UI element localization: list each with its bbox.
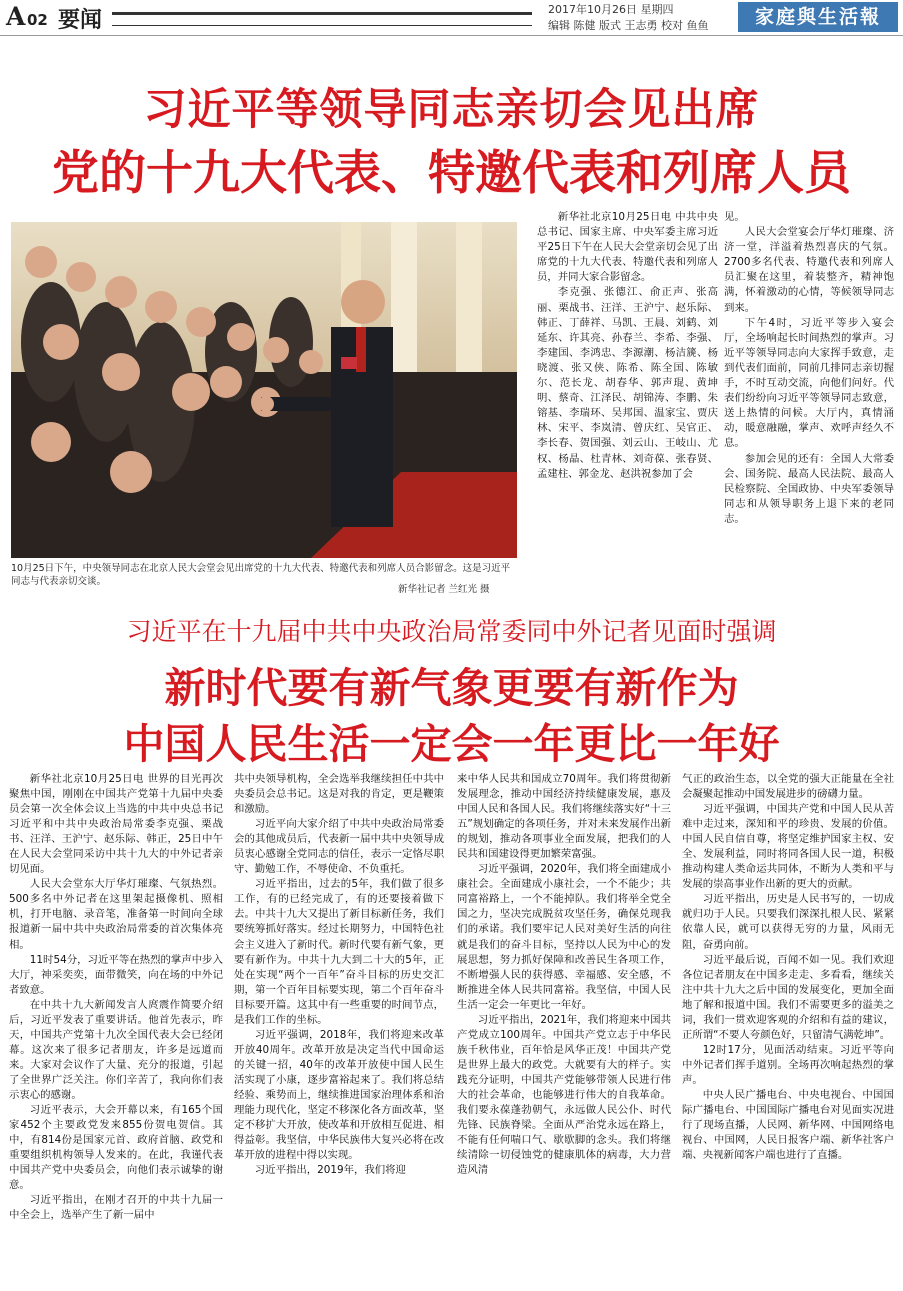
paragraph: 习近平强调，2018年，我们将迎来改革开放40周年。改革开放是决定当代中国命运的关键一招，40年的改革开放使中国人民生活实现了小康，逐步富裕起来了。我们将总结经验、乘势而上，继续推进国家治理体系和治理能力现代化，坚定不移深化各方面改革，坚定不移扩大开放，使改革和开放相互促进、相得益彰。我坚信，中华民族伟大复兴必将在改革开放的进程中得以实现。 (234, 1028, 444, 1162)
headline-2-line-2: 中国人民生活一定会一年更比一年好 (123, 720, 780, 768)
paragraph: 习近平指出，在刚才召开的中共十九届一中全会上，选举产生了新一届中 (9, 1194, 223, 1222)
paragraph: 李克强、张德江、俞正声、张高丽、栗战书、汪洋、王沪宁、赵乐际、韩正、丁薛祥、马凯、王晨、刘鹤、刘延东、许其亮、孙春兰、李希、李强、李建国、李鸿忠、李源潮、杨洁篪、杨晓渡、张又侠、陈希、陈全国、陈敏尔、范长龙、胡春华、郭声琨、黄坤明、蔡奇、江泽民、胡锦涛、李鹏、朱镕基、李瑞环、吴邦国、温家宝、贾庆林、宋平、李岚清、曾庆红、吴官正、李长春、贺国强、刘云山、王岐山、尤权、杨晶、杜青林、刘奇葆、张春贤、孟建柱、郭金龙、赵洪祝参加了会 (537, 286, 718, 480)
paragraph: 习近平指出，2021年，我们将迎来中国共产党成立100周年。中国共产党立志于中华民族千秋伟业，百年恰是风华正茂！中国共产党是世界上最大的政党。大就要有大的样子。实践充分证明，中国共产党能够带领人民进行伟大的社会革命，也能够进行伟大的自我革命。我们要永葆蓬勃朝气，永远做人民公仆、时代先锋、民族脊梁。全面从严治党永远在路上，不能有任何喘口气、歇歇脚的念头。我们将继续清除一切侵蚀党的健康肌体的病毒，大力营造风清 (457, 1013, 671, 1177)
photo-caption: 10月25日下午，中央领导同志在北京人民大会堂会见出席党的十九大代表、特邀代表和列席人员合影留念。这是习近平同志与代表亲切交谈。 (11, 563, 511, 587)
headline-2-line-1: 新时代要有新气象更要有新作为 (164, 664, 739, 712)
paragraph: 人民大会堂宴会厅华灯璀璨、济济一堂，洋溢着热烈喜庆的气氛。2700多名代表、特邀代表和列席人员汇聚在这里，着装整齐，精神饱满，怀着激动的心情，等候领导同志到来。 (724, 226, 894, 314)
photo-credit: 新华社记者 兰红光 摄 (398, 584, 490, 595)
paragraph: 习近平向大家介绍了中共中央政治局常委会的其他成员后，代表新一届中共中央领导成员衷心感谢全党同志的信任，表示一定恪尽职守、勤勉工作，不辱使命、不负重托。 (234, 818, 444, 876)
story1-column-2 (724, 210, 894, 527)
paragraph: 来中华人民共和国成立70周年。我们将贯彻新发展理念，推动中国经济持续健康发展，惠及中国人民和各国人民。我们将继续落实好“十三五”规划确定的各项任务，并对未来发展作出新的规划，推动各项事业全面发展，把我们的人民共和国建设得更加繁荣富强。 (457, 773, 671, 861)
paragraph: 见。 (724, 211, 745, 223)
paragraph: 习近平指出，历史是人民书写的，一切成就归功于人民。只要我们深深扎根人民、紧紧依靠人民，就可以获得无穷的力量，风雨无阻，奋勇向前。 (682, 893, 894, 951)
headline-1-line-2: 党的十九大代表、特邀代表和列席人员 (52, 146, 851, 201)
paragraph: 习近平强调，中国共产党和中国人民从苦难中走过来，深知和平的珍贵、发展的价值。中国人民自信自尊，将坚定维护国家主权、安全、发展利益，同时将同各国人民一道，积极推动构建人类命运共同体，不断为人类和平与发展的崇高事业作出新的更大的贡献。 (682, 803, 894, 891)
page-header (0, 0, 903, 34)
header-rule (112, 12, 532, 26)
story2-kicker: 习近平在十九届中共中央政治局常委同中外记者见面时强调 (126, 617, 777, 646)
paragraph: 习近平指出，过去的5年，我们做了很多工作，有的已经完成了，有的还要接着做下去。中共十九大又提出了新目标新任务，我们要统筹抓好落实。经过长期努力，中国特色社会主义进入了新时代。新时代要有新气象，更要有新作为。中共十九大到二十大的5年，正处在实现“两个一百年”奋斗目标的历史交汇期，第一个百年目标要实现，第二个百年奋斗目标要开篇。这其中有一些重要的时间节点，是我们工作的坐标。 (234, 878, 444, 1026)
section-title: 要闻 (58, 8, 103, 33)
story1-column-1 (537, 210, 718, 482)
masthead-logo: 家庭與生活報 (738, 2, 898, 32)
paragraph: 参加会见的还有：全国人大常委会、国务院、最高人民法院、最高人民检察院、全国政协、中央军委领导同志和从领导职务上退下来的老同志。 (724, 452, 894, 525)
paragraph: 12时17分，见面活动结束。习近平等向中外记者们挥手道别。全场再次响起热烈的掌声。 (682, 1043, 894, 1086)
paragraph: 下午4时，习近平等步入宴会厅，全场响起长时间热烈的掌声。习近平等领导同志向大家挥手致意，走到代表们面前，同前几排同志亲切握手，不时互动交流，向他们问好。代表们纷纷向习近平等领导同志致意，送上热情的问候。大厅内，真情涌动，暖意融融，掌声、欢呼声经久不息。 (724, 316, 894, 450)
page-number: 02 (27, 11, 48, 29)
paragraph: 在中共十九大新闻发言人庹震作简要介绍后，习近平发表了重要讲话。他首先表示，昨天，中国共产党第十九次全国代表大会已经闭幕。这次来了很多记者朋友，许多是远道而来。大家对会议作了大量、充分的报道，引起了全世界广泛关注。你们辛苦了，我向你们表示衷心的感谢。 (9, 998, 223, 1101)
page-letter: A (6, 2, 26, 31)
paragraph: 习近平表示，大会开幕以来，有165个国家452个主要政党发来855份贺电贺信。其中，有814份是国家元首、政府首脑、政党和重要组织机构领导人发来的。在此，我谨代表中国共产党中央委员会，向他们表示诚挚的谢意。 (9, 1104, 223, 1192)
paragraph: 习近平最后说，百闻不如一见。我们欢迎各位记者朋友在中国多走走、多看看，继续关注中共十九大之后中国的发展变化，更加全面地了解和报道中国。我们不需要更多的溢美之词，我们一贯欢迎客观的介绍和有益的建议，正所谓“不要人夸颜色好，只留清气满乾坤”。 (682, 953, 894, 1041)
headline-1-line-1: 习近平等领导同志亲切会见出席 (143, 85, 760, 135)
paragraph: 11时54分，习近平等在热烈的掌声中步入大厅，神采奕奕，面带微笑，向在场的中外记者致意。 (9, 953, 223, 996)
paragraph: 中央人民广播电台、中央电视台、中国国际广播电台、中国国际广播电台对见面实况进行了现场直播，人民网、新华网、中国网络电视台、中国网，人民日报客户端、新华社客户端、央视新闻客户端也进行了直播。 (682, 1088, 894, 1162)
paragraph: 习近平强调，2020年，我们将全面建成小康社会。全面建成小康社会，一个不能少；共同富裕路上，一个不能掉队。我们将举全党全国之力，坚决完成脱贫攻坚任务，确保兑现我们的承诺。我们要牢记人民对美好生活的向往就是我们的奋斗目标，坚持以人民为中心的发展思想，努力抓好保障和改善民生各项工作，不断增强人民的获得感、幸福感、安全感，不断推进全体人民共同富裕。我坚信，中国人民生活一定会一年更比一年好。 (457, 863, 671, 1011)
paragraph: 新华社北京10月25日电 中共中央总书记、国家主席、中央军委主席习近平25日下午在人民大会堂亲切会见了出席党的十九大代表、特邀代表和列席人员，并同大家合影留念。 (537, 211, 718, 284)
paragraph: 共中央领导机构，全会选举我继续担任中共中央委员会总书记。这是对我的肯定，更是鞭策和激励。 (234, 773, 444, 816)
story2-column-4 (682, 772, 894, 1284)
paragraph: 新华社北京10月25日电 世界的目光再次聚焦中国，刚刚在中国共产党第十九届中央委员会第一次全体会议上当选的中共中央总书记习近平和中共中央政治局常委李克强、栗战书、汪洋、王沪宁、赵乐际、韩正，25日中午在人民大会堂同采访中共十九大的中外记者亲切见面。 (9, 773, 223, 876)
editors-line: 编辑 陈健 版式 王志勇 校对 鱼鱼 (548, 19, 709, 32)
paragraph: 人民大会堂东大厅华灯璀璨、气氛热烈。500多名中外记者在这里架起摄像机、照相机，打开电脑、录音笔，准备第一时间向全球报道新一届中共中央政治局常委的首次集体亮相。 (9, 878, 223, 951)
paragraph: 习近平指出，2019年，我们将迎 (254, 1164, 406, 1177)
date-line: 2017年10月26日 星期四 (548, 3, 674, 16)
news-photo (11, 222, 517, 558)
header-divider (0, 35, 903, 36)
story2-column-2 (234, 772, 444, 1284)
story2-column-3 (457, 772, 671, 1284)
story2-column-1 (9, 772, 223, 1284)
paragraph: 气正的政治生态，以全党的强大正能量在全社会凝聚起推动中国发展进步的磅礴力量。 (682, 773, 894, 801)
